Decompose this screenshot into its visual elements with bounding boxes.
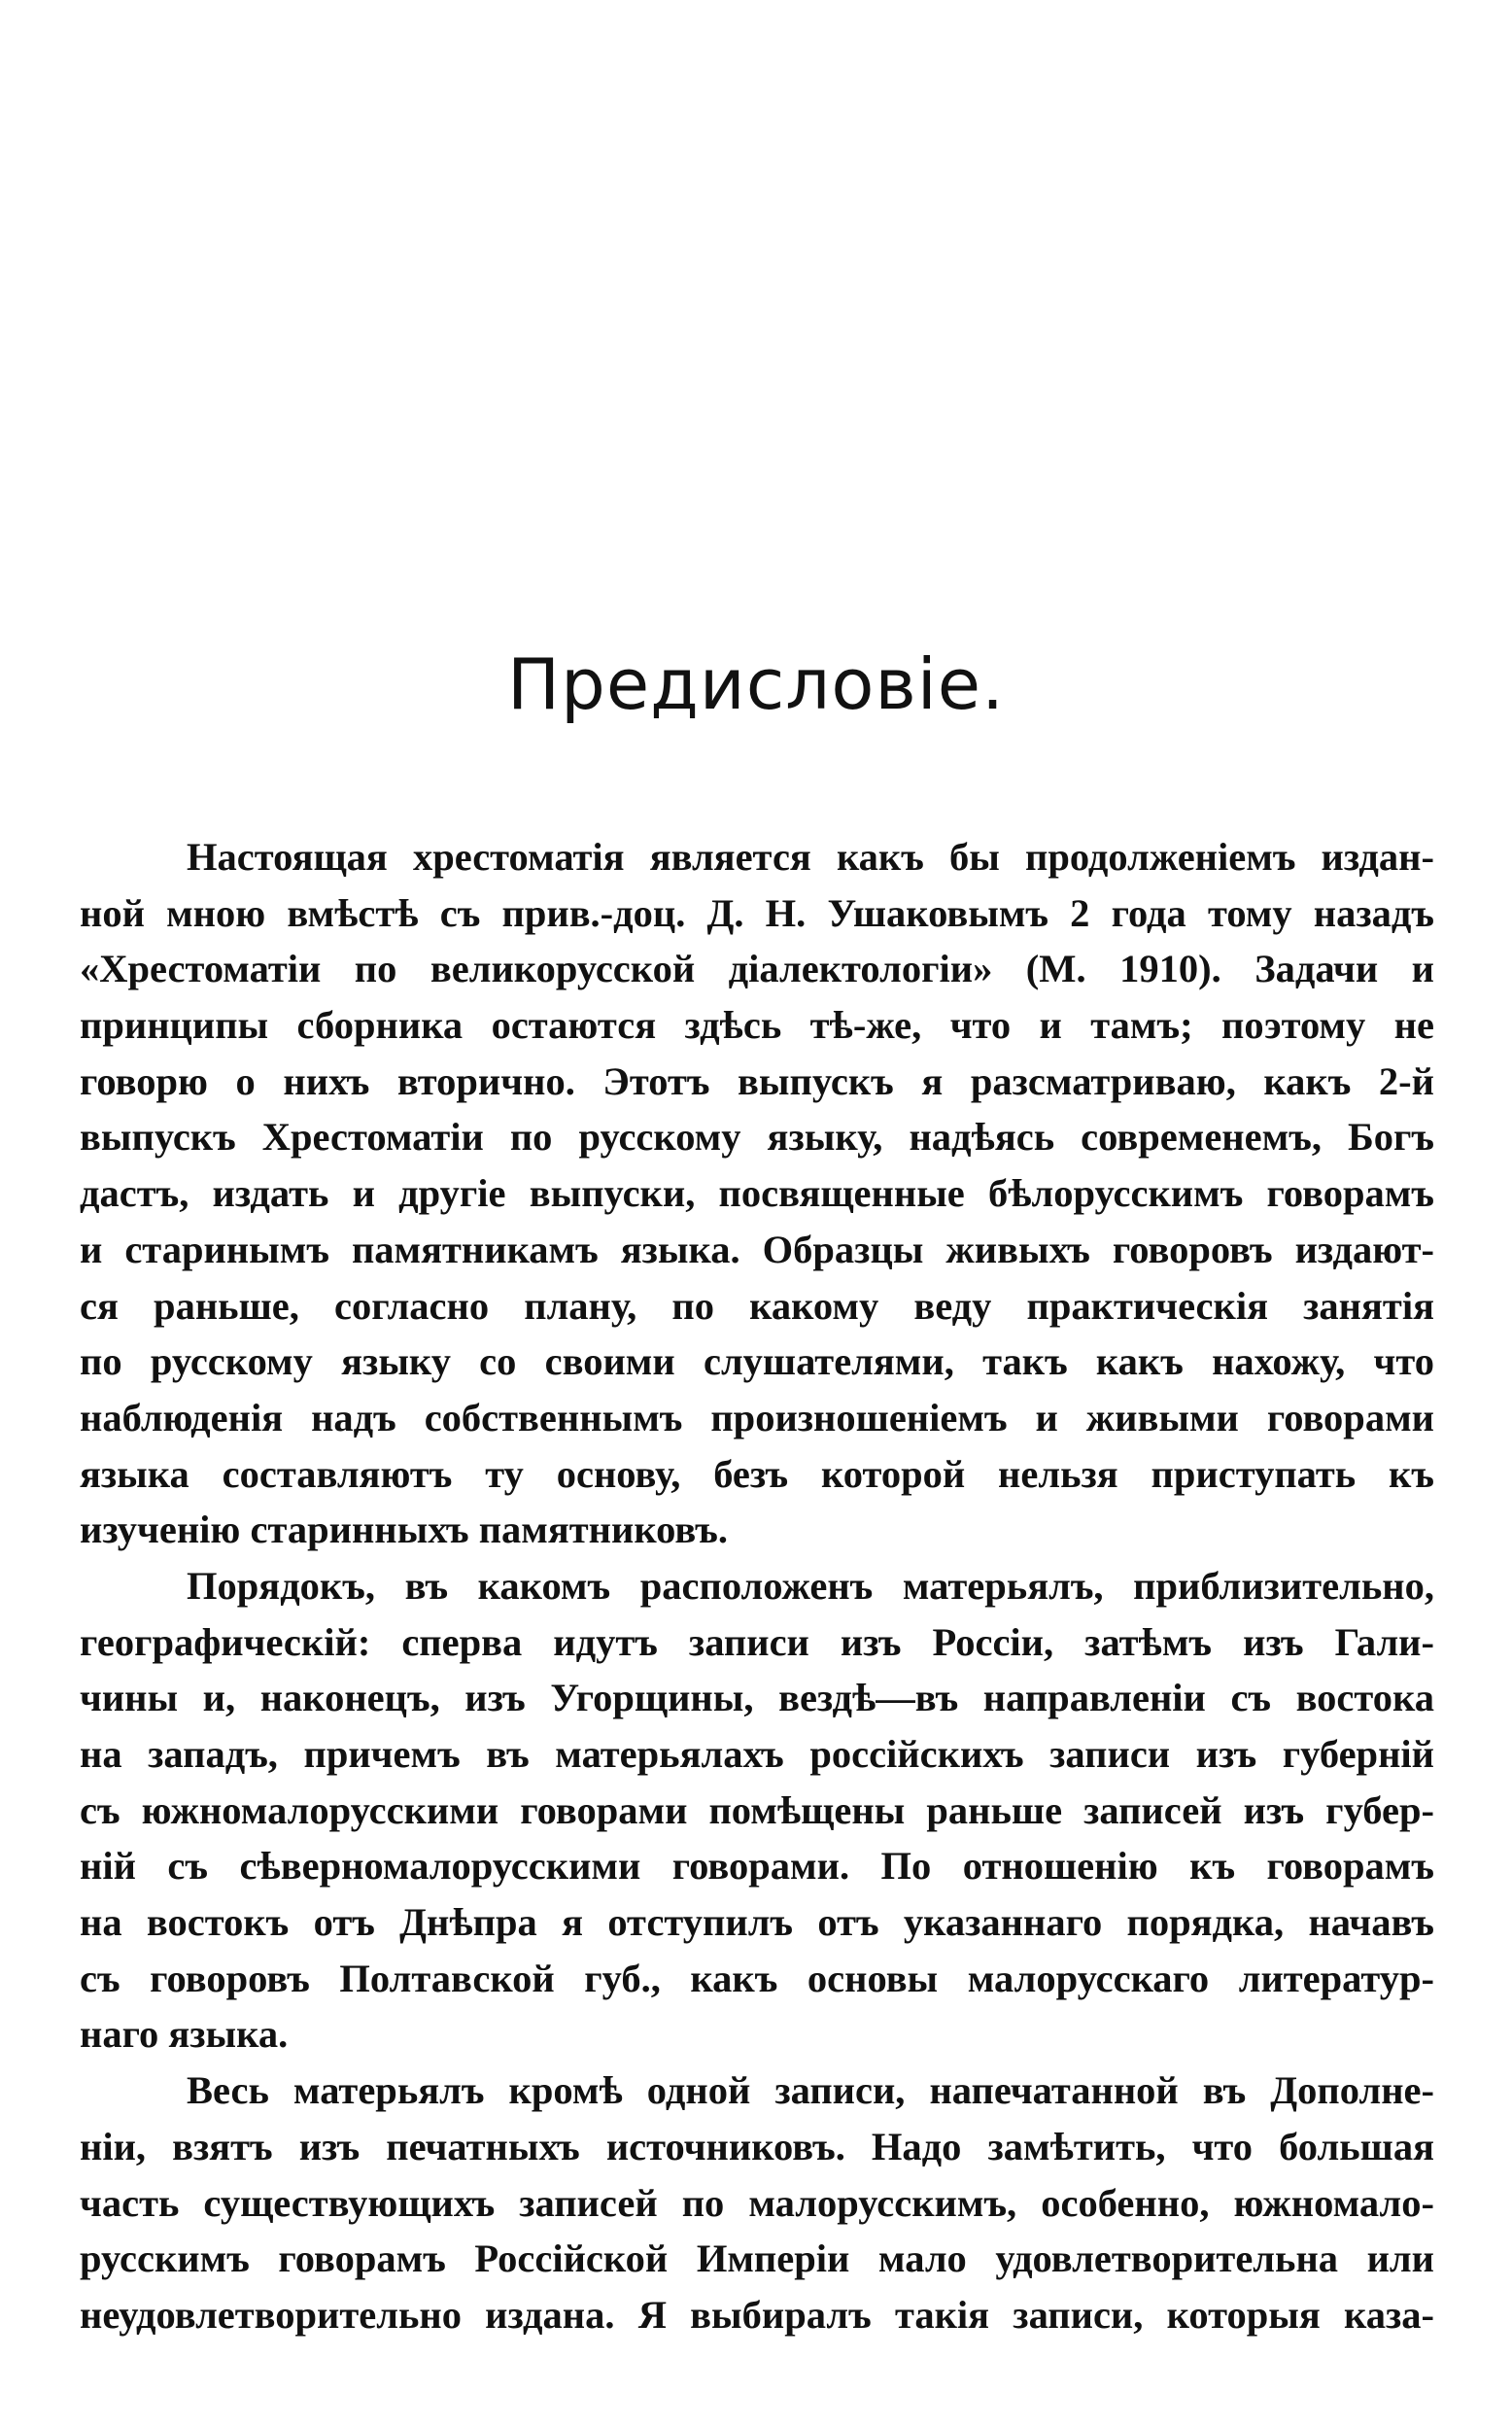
paragraph-2-line-2: географическій: сперва идутъ записи изъ Россіи, затѣмъ изъ Гали- — [80, 1619, 1434, 1664]
paragraph-3-line-3: часть существующихъ записей по малорусскимъ, особенно, южномало- — [80, 2180, 1434, 2225]
paragraph-1-line-9: ся раньше, согласно плану, по какому веду практическія занятія — [80, 1283, 1434, 1328]
paragraph-1-line-10: по русскому языку со своими слушателями, такъ какъ нахожу, что — [80, 1339, 1434, 1384]
paragraph-2-line-9: наго языка. — [80, 2012, 289, 2057]
paragraph-2-line-8: съ говоровъ Полтавской губ., какъ основы малорусскаго литератур- — [80, 1956, 1434, 2000]
paragraph-1-line-4: принципы сборника остаются здѣсь тѣ-же, что и тамъ; поэтому не — [80, 1003, 1434, 1048]
paragraph-2-line-4: на западъ, причемъ въ матерьялахъ россійскихъ записи изъ губерній — [80, 1732, 1434, 1776]
paragraph-3-line-1: Весь матерьялъ кромѣ одной записи, напечатанной въ Дополне- — [187, 2068, 1434, 2113]
paragraph-1-line-6: выпускъ Хрестоматіи по русскому языку, надѣясь современемъ, Богъ — [80, 1115, 1434, 1160]
paragraph-3-line-4: русскимъ говорамъ Россійской Имперіи мало удовлетворительна или — [80, 2236, 1434, 2281]
paragraph-2-line-3: чины и, наконецъ, изъ Угорщины, вездѣ—въ направленіи съ востока — [80, 1676, 1434, 1720]
paragraph-1-line-11: наблюденія надъ собственнымъ произношеніемъ и живыми говорами — [80, 1395, 1434, 1439]
paragraph-1-line-1: Настоящая хрестоматія является какъ бы продолженіемъ издан- — [187, 835, 1434, 879]
paragraph-1-line-2: ной мною вмѣстѣ съ прив.-доц. Д. Н. Ушаковымъ 2 года тому назадъ — [80, 890, 1434, 935]
paragraph-2-line-5: съ южномалорусскими говорами помѣщены раньше записей изъ губер- — [80, 1787, 1434, 1832]
paragraph-3-line-5: неудовлетворительно издана. Я выбиралъ такія записи, которыя каза- — [80, 2292, 1434, 2337]
paragraph-1-line-5: говорю о нихъ вторично. Этотъ выпускъ я разсматриваю, какъ 2-й — [80, 1058, 1434, 1103]
paragraph-2-line-7: на востокъ отъ Днѣпра я отступилъ отъ указаннаго порядка, начавъ — [80, 1900, 1434, 1945]
page-title: Предисловie. — [507, 643, 1005, 725]
paragraph-3-line-2: ніи, взятъ изъ печатныхъ источниковъ. Надо замѣтить, что большая — [80, 2124, 1434, 2168]
paragraph-1-line-13: изученію старинныхъ памятниковъ. — [80, 1508, 728, 1552]
paragraph-2-line-1: Порядокъ, въ какомъ расположенъ матерьялъ, приблизительно, — [187, 1563, 1434, 1608]
paragraph-1-line-3: «Хрестоматіи по великорусской діалектологіи» (М. 1910). Задачи и — [80, 947, 1434, 991]
preface-body — [80, 829, 1434, 2343]
paragraph-1-line-7: дастъ, издать и другіе выпуски, посвященные бѣлорусскимъ говорамъ — [80, 1171, 1434, 1216]
paragraph-1-line-8: и старинымъ памятникамъ языка. Образцы живыхъ говоровъ издают- — [80, 1227, 1434, 1271]
paragraph-1-line-12: языка составляютъ ту основу, безъ которой нельзя приступать къ — [80, 1451, 1434, 1496]
paragraph-2-line-6: ній съ сѣверномалорусскими говорами. По отношенію къ говорамъ — [80, 1844, 1434, 1889]
